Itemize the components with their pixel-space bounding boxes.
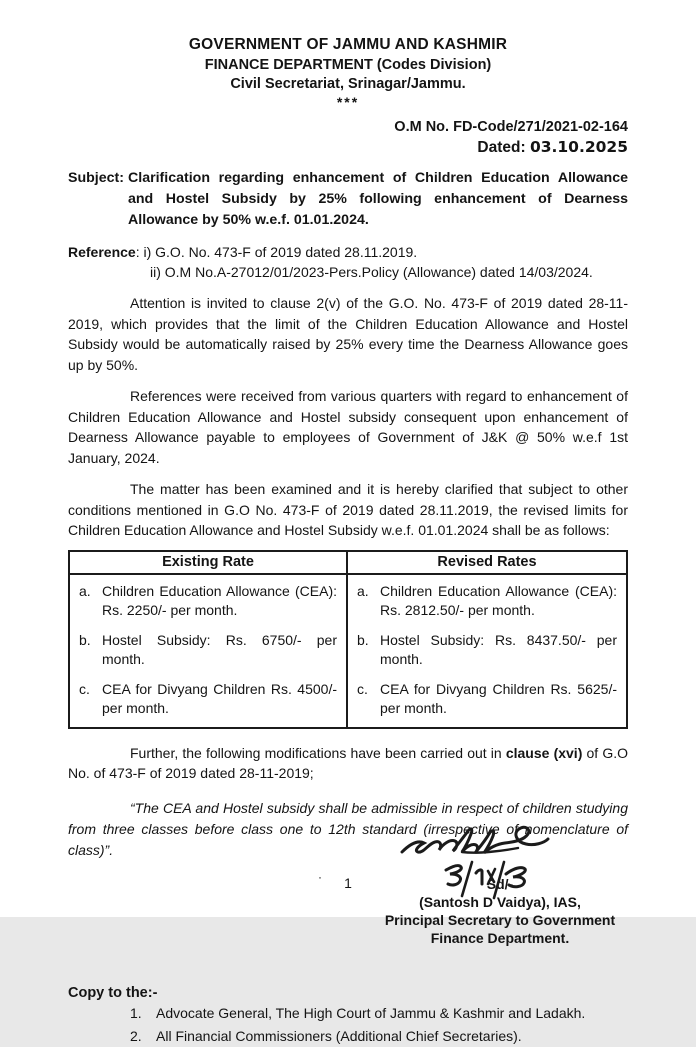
copy-item-advocate-general: Advocate General, The High Court of Jammu & Kashmir and Ladakh. (156, 1004, 586, 1021)
subject-text: Clarification regarding enhancement of Children Education Allowance and Hostel Subsidy by 25% following enhancement of Dearness Allowance by 50% w.e.f. 01.01.2024. (128, 170, 628, 228)
copy-item-financial-commissioners: All Financial Commissioners (Additional Chief Secretaries). (156, 1027, 522, 1044)
table-cell-existing (70, 575, 348, 727)
table-row (357, 631, 617, 670)
dated-line (68, 138, 628, 157)
reference-line-1 (68, 242, 628, 262)
letterhead (68, 36, 628, 110)
further-before: Further, the following modifications have been carried out in (130, 744, 506, 761)
list-item (130, 1026, 628, 1047)
list-marker: c. (79, 680, 90, 697)
signatory-designation: Principal Secretary to Government (384, 911, 616, 928)
existing-rate-divyang: CEA for Divyang Children Rs. 4500/- per month. (102, 680, 337, 716)
list-marker: a. (79, 582, 91, 599)
stray-mark: · (318, 870, 322, 884)
table-row (357, 582, 617, 621)
signatory-name: (Santosh D Vaidya), IAS, (419, 893, 581, 910)
table-row (79, 680, 337, 719)
paragraph-matter-examined: The matter has been examined and it is hereby clarified that subject to other conditions mentioned in G.O No. 473-F of 2019 dated 28.11.2019, the revised limits for Children Education Allowance and Hostel Subsidy w.e.f. 01.01.2024 shall be as follows: (68, 481, 628, 538)
reference-item-i: : i) G.O. No. 473-F of 2019 dated 28.11.2019. (135, 244, 418, 260)
table-header-revised: Revised Rates (348, 552, 626, 575)
further-clause: clause (xvi) (505, 744, 583, 761)
subject-row (68, 168, 628, 231)
department-title: FINANCE DEPARTMENT (Codes Division) (204, 57, 492, 73)
table-cell-revised (348, 575, 626, 727)
paragraph-attention: Attention is invited to clause 2(v) of the G.O. No. 473-F of 2019 dated 28-11-2019, which provides that the limit of the Children Education Allowance and Hostel Subsidy would be automatically raised by 25% every time the Dearness Allowance goes up by 50%. (68, 295, 628, 373)
list-marker: c. (357, 680, 368, 697)
reference-row (68, 242, 628, 282)
list-marker: a. (357, 582, 369, 599)
list-number: 2. (130, 1027, 142, 1044)
sd-line: Sd/- (486, 875, 514, 892)
revised-rate-hostel: Hostel Subsidy: Rs. 8437.50/- per month. (380, 631, 617, 667)
dated-label: Dated: (477, 139, 526, 156)
table-row (79, 631, 337, 670)
list-marker: b. (79, 631, 91, 648)
table-row (79, 582, 337, 621)
list-item (130, 1003, 628, 1024)
list-marker: b. (357, 631, 369, 648)
existing-rate-cea: Children Education Allowance (CEA): Rs. 2250/- per month. (102, 582, 337, 618)
revised-rate-cea: Children Education Allowance (CEA): Rs. 2812.50/- per month. (380, 582, 617, 618)
list-number: 1. (130, 1004, 142, 1021)
paragraph-references: References were received from various quarters with regard to enhancement of Children Education Allowance and Hostel subsidy consequent upon enhancement of Dearness Allowance payable to employees of Government of J&K @ 50% w.e.f 1st January, 2024. (68, 388, 628, 466)
secretariat-line: Civil Secretariat, Srinagar/Jammu. (230, 76, 466, 92)
existing-rate-hostel: Hostel Subsidy: Rs. 6750/- per month. (102, 631, 337, 667)
om-number: O.M No. FD-Code/271/2021-02-164 (394, 119, 628, 135)
further-after: of G.O No. of 473-F of 2019 dated 28-11-2019; (68, 744, 629, 781)
dated-value: 03.10.2025 (529, 138, 628, 156)
reference-item-ii: ii) O.M No.A-27012/01/2023-Pers.Policy (Allowance) dated 14/03/2024. (150, 264, 593, 280)
rates-table (68, 550, 628, 729)
copy-to-block (68, 985, 628, 1047)
separator-stars: *** (336, 94, 360, 110)
paragraph-further (68, 743, 628, 784)
subject-label: Subject: (68, 170, 124, 186)
handwritten-signature (398, 818, 563, 913)
reference-label: Reference (68, 244, 136, 260)
table-row (357, 680, 617, 719)
signatory-department: Finance Department. (430, 929, 570, 946)
revised-rate-divyang: CEA for Divyang Children Rs. 5625/- per month. (380, 680, 617, 716)
page-number: 1 (344, 875, 352, 891)
table-header-existing: Existing Rate (70, 552, 348, 575)
quoted-clause: “The CEA and Hostel subsidy shall be admissible in respect of children studying from three classes before class one to 12th standard (irrespective of nomenclature of class)”. (68, 799, 628, 858)
copy-to-label: Copy to the:- (68, 984, 158, 1001)
government-title: GOVERNMENT OF JAMMU AND KASHMIR (188, 36, 508, 53)
